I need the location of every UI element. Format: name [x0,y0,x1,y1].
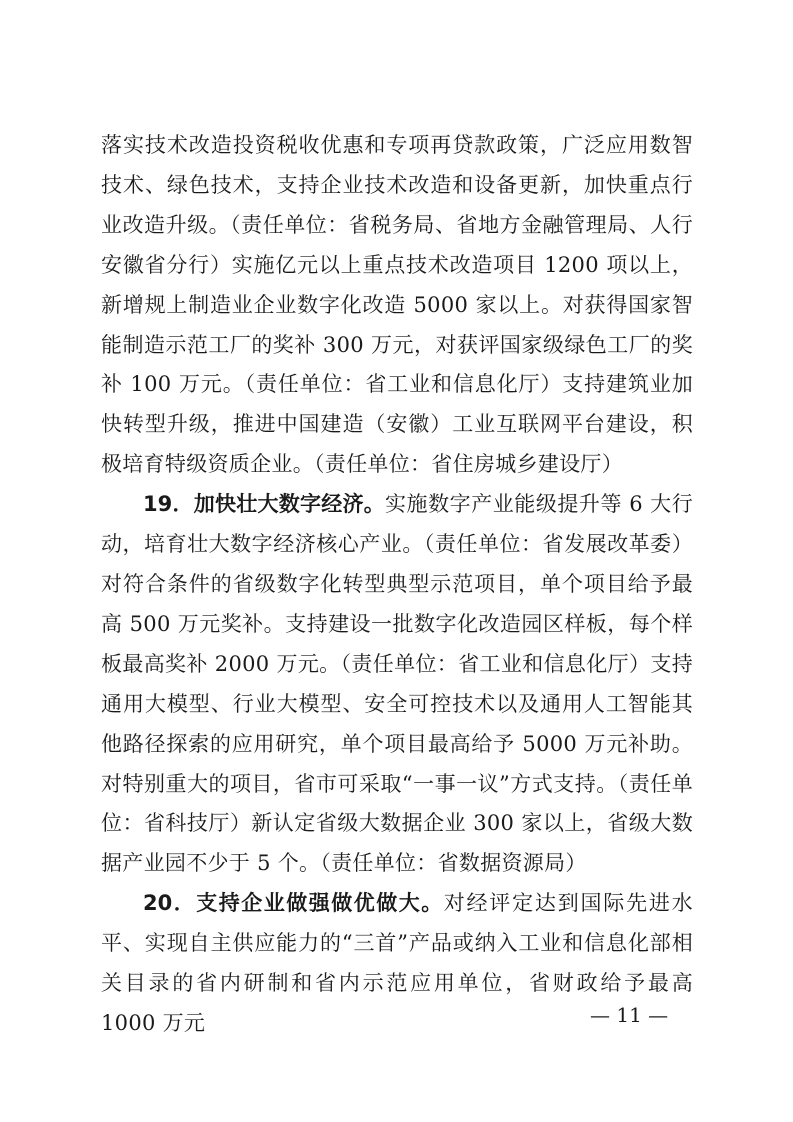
body-text [101,126,693,1044]
paragraph-tech-upgrade [101,126,693,485]
paragraph-text: 对经评定达到国际先进水平、实现自主供应能力的“三首”产品或纳入工业和信息化部相关目录的省内研制和省内示范应用单位，省财政给予最高 1000 万元 [101,891,693,1035]
paragraph-text: 实施数字产业能级提升等 6 大行动，培育壮大数字经济核心产业。（责任单位：省发展改革委）对符合条件的省级数字化转型典型示范项目，单个项目给予最高 500 万元奖补。支持建设一批数字化改造园区样板，每个样板最高奖补 2000 万元。（责任单位：省工业和信息化厅）支持通用大模型、行业大模型、安全可控技术以及通用人工智能其他路径探索的应用研究，单个项目最高给予 5000 万元补助。对特别重大的项目，省市可采取“一事一议”方式支持。（责任单位：省科技厅）新认定省级大数据企业 300 家以上，省级大数据产业园不少于 5 个。（责任单位：省数据资源局） [101,492,693,876]
paragraph-digital-economy [101,485,693,884]
section-heading-19: 19．加快壮大数字经济。 [143,492,385,517]
section-heading-20: 20．支持企业做强做优做大。 [143,891,444,916]
page-number: — 11 — [590,1003,669,1027]
paragraph-text: 落实技术改造投资税收优惠和专项再贷款政策，广泛应用数智技术、绿色技术，支持企业技术改造和设备更新，加快重点行业改造升级。（责任单位：省税务局、省地方金融管理局、人行安徽省分行）实施亿元以上重点技术改造项目 1200 项以上，新增规上制造业企业数字化改造 5000 家以上。对获得国家智能制造示范工厂的奖补 300 万元，对获评国家级绿色工厂的奖补 100 万元。（责任单位：省工业和信息化厅）支持建筑业加快转型升级，推进中国建造（安徽）工业互联网平台建设，积极培育特级资质企业。（责任单位：省住房城乡建设厅） [101,133,693,477]
